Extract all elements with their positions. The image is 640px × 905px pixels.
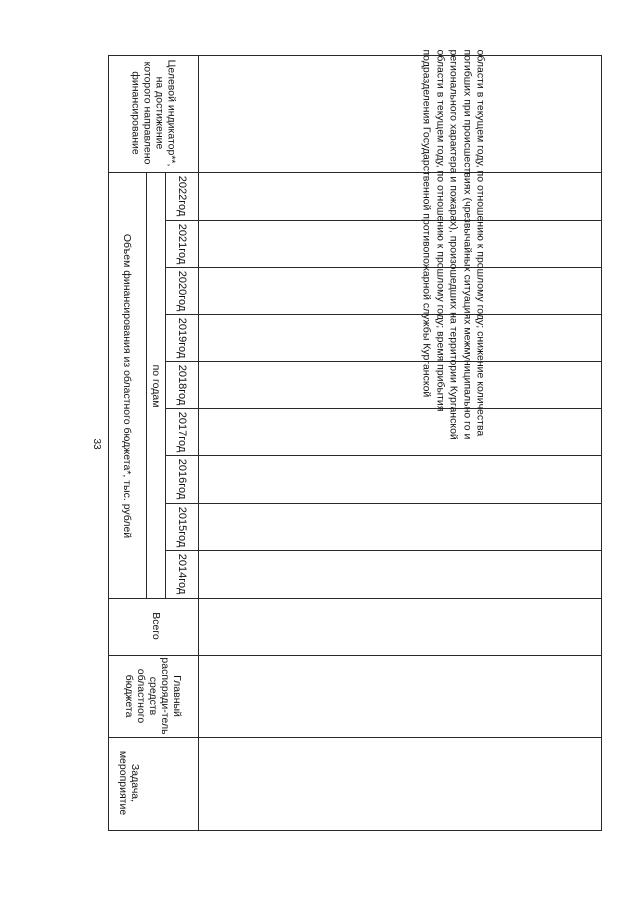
year-2014: 2014 год <box>176 553 188 595</box>
header-task: Задача, мероприятие <box>117 750 141 816</box>
header-manager: Главный распоряди-тель средств областного бюджета <box>123 657 183 735</box>
year-2017: 2017 год <box>176 411 188 453</box>
year-2021: 2021 год <box>176 223 188 265</box>
year-2020: 2020 год <box>176 270 188 312</box>
header-indicator: Целевой индикатор**, на достижение которого направлено финансирование <box>129 59 178 167</box>
indicator-cell-text: области в текущем году, по отношению к прошлому году; снижение количества погибших при происшествиях (чрезвычайных ситуациях межмуниципально го и регионального характера и пожарах), произошедших на территории Курганской области в текущем году, по отношению к прошлому году; время прибытия подразделения Государственной противопожарной службы Курганской <box>420 49 487 440</box>
page-number: 33 <box>91 438 102 450</box>
header-by-years: по годам <box>150 364 162 408</box>
year-2018: 2018 год <box>176 364 188 406</box>
year-2019: 2019 год <box>176 317 188 359</box>
header-financing: Объем финансирования из областного бюджета*, тыс. рублей <box>121 233 133 539</box>
header-total: Всего <box>150 612 162 640</box>
year-2016: 2016 год <box>176 458 188 500</box>
year-2015: 2015 год <box>176 506 188 548</box>
year-2022: 2022 год <box>176 175 188 217</box>
